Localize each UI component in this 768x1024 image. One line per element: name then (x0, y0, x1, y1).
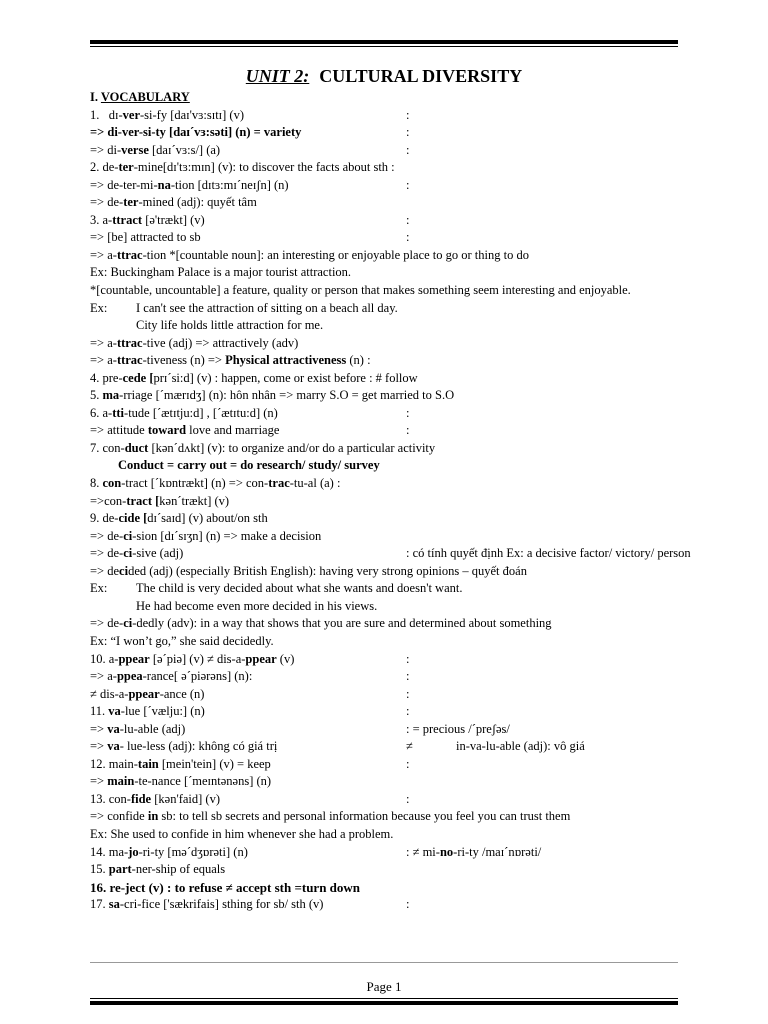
entry-valueless: => va- lue-less (adj): không có giá trị ≠ in-va-lu-able (adj): vô giá (90, 739, 585, 754)
unit-title: CULTURAL DIVERSITY (319, 66, 523, 86)
footer-rule-thick (90, 1001, 678, 1005)
example-wont-go: Ex: “I won’t go,” she said decidedly. (90, 633, 274, 648)
entry-decided: => decided (adj) (especially British English): having very strong opinions – quyết đoán (90, 563, 527, 578)
example-confide: Ex: She used to confide in him whenever she had a problem. (90, 826, 394, 841)
entry-attractiveness: => a-ttrac-tiveness (n) => Physical attractiveness (n) : (90, 353, 371, 368)
entry-contract-noun: 8. con-tract [´kɒntrækt] (n) => con-trac-tu-al (a) : (90, 476, 341, 491)
entry-maintain: 12. main-tain [mein'tein] (v) = keep : (90, 756, 410, 771)
unit-label: UNIT 2: (245, 66, 310, 86)
entry-diversify: 1. dɪ-ver-si-fy [daɪ'vɜ:sɪtɪ] (v) : (90, 107, 410, 122)
entry-attitude: 6. a-tti-tude [´ætɪtju:d] , [´ætɪtu:d] (n) : (90, 405, 410, 420)
entry-diversity: => di-ver-si-ty [daɪ´vɜ:səti] (n) = variety : (90, 125, 410, 140)
section-name: VOCABULARY (100, 90, 190, 104)
example-city-life: City life holds little attraction for me. (136, 318, 324, 333)
entry-diverse: => di-verse [daɪ´vɜ:s/] (a) : (90, 142, 410, 157)
header-rule-thin (90, 46, 678, 47)
entry-maintenance: => main-te-nance [´meɪntənəns] (n) (90, 774, 272, 789)
example-views: He had become even more decided in his views. (136, 598, 378, 613)
entry-contract-verb: =>con-tract [kən´trækt] (v) (90, 493, 230, 508)
example-child: Ex: The child is very decided about what she wants and doesn't want. (90, 581, 463, 596)
footer-separator (90, 962, 678, 963)
entry-precede: 4. pre-cede [prɪ´si:d] (v) : happen, come or exist before : # follow (90, 370, 418, 385)
entry-decidedly: => de-ci-dedly (adv): in a way that shows that you are sure and determined about something (90, 616, 552, 631)
entry-attraction-uncountable: *[countable, uncountable] a feature, quality or person that makes something seem interesting and enjoyable. (90, 283, 631, 298)
entry-conduct-synonyms: Conduct = carry out = do research/ study/ survey (118, 458, 380, 473)
entry-confide-in: => confide in sb: to tell sb secrets and personal information because you feel you can trust them (90, 809, 571, 824)
entry-attraction: => a-ttrac-tion *[countable noun]: an interesting or enjoyable place to go or thing to do (90, 247, 529, 262)
entry-determine: 2. de-ter-mine[dɪ'tɜ:mɪn] (v): to discover the facts about sth : (90, 160, 395, 175)
entry-determination: => de-ter-mi-na-tion [dɪtɜ:mɪ´neɪʃn] (n) : (90, 177, 410, 192)
entry-majority: 14. ma-jo-ri-ty [mə´dʒɒrəti] (n) : ≠ mi-no-ri-ty /maɪ´nɒrəti/ (90, 844, 542, 859)
entry-appear: 10. a-ppear [ə´piə] (v) ≠ dis-a-ppear (v) : (90, 651, 410, 666)
entry-appearance: => a-ppea-rance[ ə´piərəns] (n): : (90, 669, 410, 684)
footer-rule-thin (90, 998, 678, 999)
entry-attractive: => a-ttrac-tive (adj) => attractively (adv) (90, 335, 299, 350)
entry-confide: 13. con-fide [kən'faid] (v) : (90, 791, 410, 806)
example-buckingham: Ex: Buckingham Palace is a major tourist attraction. (90, 265, 352, 280)
entry-attract: 3. a-ttract [ə'trækt] (v) : (90, 212, 410, 227)
entry-reject: 16. re-ject (v) : to refuse ≠ accept sth =turn down (90, 879, 361, 895)
page-title (0, 66, 768, 87)
vocabulary-list (90, 89, 690, 914)
header-rule-thick (90, 40, 678, 44)
entry-attitude-toward: => attitude toward love and marriage : (90, 423, 410, 438)
entry-partnership: 15. part-ner-ship of equals (90, 862, 226, 877)
example-beach: Ex: I can't see the attraction of sitting on a beach all day. (90, 300, 398, 315)
entry-conduct: 7. con-duct [kən´dʌkt] (v): to organize and/or do a particular activity (90, 440, 436, 455)
entry-sacrifice: 17. sa-cri-fice ['sækrifais] sthing for sb/ sth (v) : (90, 897, 410, 912)
entry-attracted-to: => [be] attracted to sb : (90, 230, 410, 245)
entry-decision: => de-ci-sion [dɪ´sɪʒn] (n) => make a decision (90, 528, 322, 543)
entry-disappearance: ≠ dis-a-ppear-ance (n) : (90, 686, 410, 701)
entry-valuable: => va-lu-able (adj) : = precious /´preʃəs/ (90, 721, 510, 736)
section-heading: I. VOCABULARY (90, 90, 190, 104)
entry-decisive: => de-ci-sive (adj) : có tính quyết định Ex: a decisive factor/ victory/ person (90, 546, 691, 561)
entry-decide: 9. de-cide [dɪ´saɪd] (v) about/on sth (90, 511, 268, 526)
entry-value: 11. va-lue [´vælju:] (n) : (90, 704, 410, 719)
entry-determined: => de-ter-mined (adj): quyết tâm (90, 195, 257, 210)
entry-marriage: 5. ma-rriage [´mærɪdʒ] (n): hôn nhân => marry S.O = get married to S.O (90, 388, 455, 403)
page-number: Page 1 (366, 979, 402, 994)
